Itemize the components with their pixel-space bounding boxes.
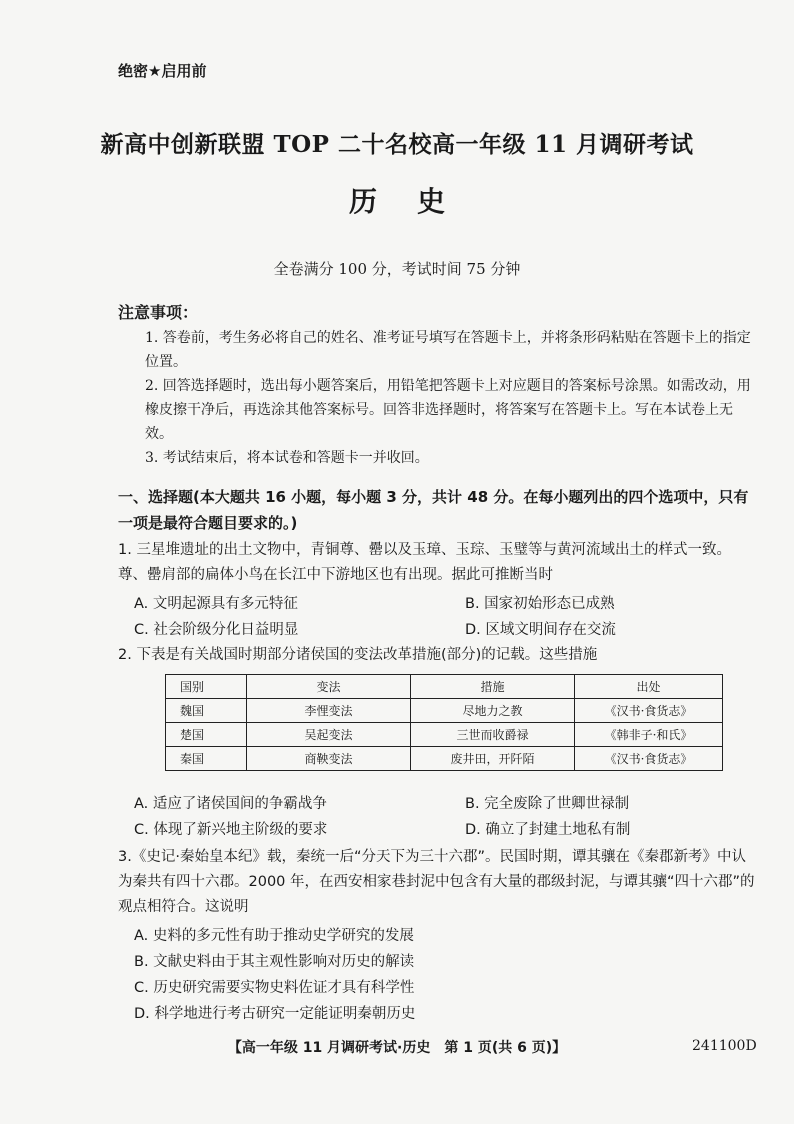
confidential-label: 绝密★启用前 bbox=[118, 62, 207, 80]
table-cell: 废井田，开阡陌 bbox=[411, 747, 575, 771]
table-cell: 《韩非子·和氏》 bbox=[575, 723, 723, 747]
question-3-option-a: A. 史料的多元性有助于推动史学研究的发展 bbox=[134, 928, 414, 944]
question-1-option-a: A. 文明起源具有多元特征 bbox=[134, 596, 298, 612]
table-header-cell: 出处 bbox=[575, 675, 723, 699]
table-cell: 尽地力之教 bbox=[411, 699, 575, 723]
table-header-cell: 措施 bbox=[411, 675, 575, 699]
table-row bbox=[166, 699, 723, 723]
question-2-option-c: C. 体现了新兴地主阶级的要求 bbox=[134, 822, 328, 838]
page-footer: 【高一年级 11 月调研考试·历史 第 1 页(共 6 页)】 bbox=[227, 1040, 567, 1056]
question-2-stem: 2. 下表是有关战国时期部分诸侯国的变法改革措施(部分)的记载。这些措施 bbox=[118, 647, 598, 663]
question-3-option-c: C. 历史研究需要实物史料佐证才具有科学性 bbox=[134, 980, 415, 996]
question-1-stem: 1. 三星堆遗址的出土文物中，青铜尊、罍以及玉璋、玉琮、玉璧等与黄河流域出土的样式一致。尊、罍肩部的扁体小鸟在长江中下游地区也有出现。据此可推断当时 bbox=[118, 542, 731, 583]
notice-item: 2. 回答选择题时，选出每小题答案后，用铅笔把答题卡上对应题目的答案标号涂黑。如需改动，用橡皮擦干净后，再选涂其他答案标号。回答非选择题时，将答案写在答题卡上。写在本试卷上无效。 bbox=[145, 378, 751, 442]
notice-item: 3. 考试结束后，将本试卷和答题卡一并收回。 bbox=[145, 450, 429, 466]
table-header-cell: 变法 bbox=[247, 675, 411, 699]
question-2-option-a: A. 适应了诸侯国间的争霸战争 bbox=[134, 796, 327, 812]
table-cell: 商鞅变法 bbox=[247, 747, 411, 771]
question-1-option-d: D. 区域文明间存在交流 bbox=[465, 622, 616, 638]
exam-code: 241100D bbox=[692, 1038, 757, 1054]
question-3-stem: 3.《史记·秦始皇本纪》载，秦统一后“分天下为三十六郡”。民国时期，谭其骧在《秦郡新考》中认为秦共有四十六郡。2000 年，在西安相家巷封泥中包含有大量的郡级封泥，与谭其骧“四十六郡”的观点相符合。这说明 bbox=[118, 849, 755, 915]
question-3-option-d: D. 科学地进行考古研究一定能证明秦朝历史 bbox=[134, 1006, 416, 1022]
table-cell: 楚国 bbox=[166, 723, 247, 747]
table-cell: 吴起变法 bbox=[247, 723, 411, 747]
question-3-option-b: B. 文献史料由于其主观性影响对历史的解读 bbox=[134, 954, 415, 970]
section-heading: 一、选择题(本大题共 16 小题，每小题 3 分，共计 48 分。在每小题列出的四个选项中，只有一项是最符合题目要求的。) bbox=[118, 488, 749, 532]
table-cell: 魏国 bbox=[166, 699, 247, 723]
table-cell: 《汉书·食货志》 bbox=[575, 747, 723, 771]
table-cell: 三世而收爵禄 bbox=[411, 723, 575, 747]
question-1-option-b: B. 国家初始形态已成熟 bbox=[465, 596, 615, 612]
subject-title: 历史 bbox=[348, 185, 485, 218]
exam-info: 全卷满分 100 分，考试时间 75 分钟 bbox=[273, 260, 521, 278]
notice-heading: 注意事项： bbox=[118, 303, 199, 322]
exam-title: 新高中创新联盟 TOP 二十名校高一年级 11 月调研考试 bbox=[100, 131, 694, 158]
question-2-option-d: D. 确立了封建土地私有制 bbox=[465, 822, 631, 838]
question-1-option-c: C. 社会阶级分化日益明显 bbox=[134, 622, 299, 638]
table-header-row bbox=[166, 675, 723, 699]
reform-table bbox=[165, 674, 723, 771]
notice-item: 1. 答卷前，考生务必将自己的姓名、准考证号填写在答题卡上，并将条形码粘贴在答题卡上的指定位置。 bbox=[145, 330, 751, 370]
question-2-option-b: B. 完全废除了世卿世禄制 bbox=[465, 796, 630, 812]
table-header-cell: 国别 bbox=[166, 675, 247, 699]
table-cell: 《汉书·食货志》 bbox=[575, 699, 723, 723]
table-row bbox=[166, 747, 723, 771]
table-cell: 李悝变法 bbox=[247, 699, 411, 723]
table-cell: 秦国 bbox=[166, 747, 247, 771]
table-row bbox=[166, 723, 723, 747]
